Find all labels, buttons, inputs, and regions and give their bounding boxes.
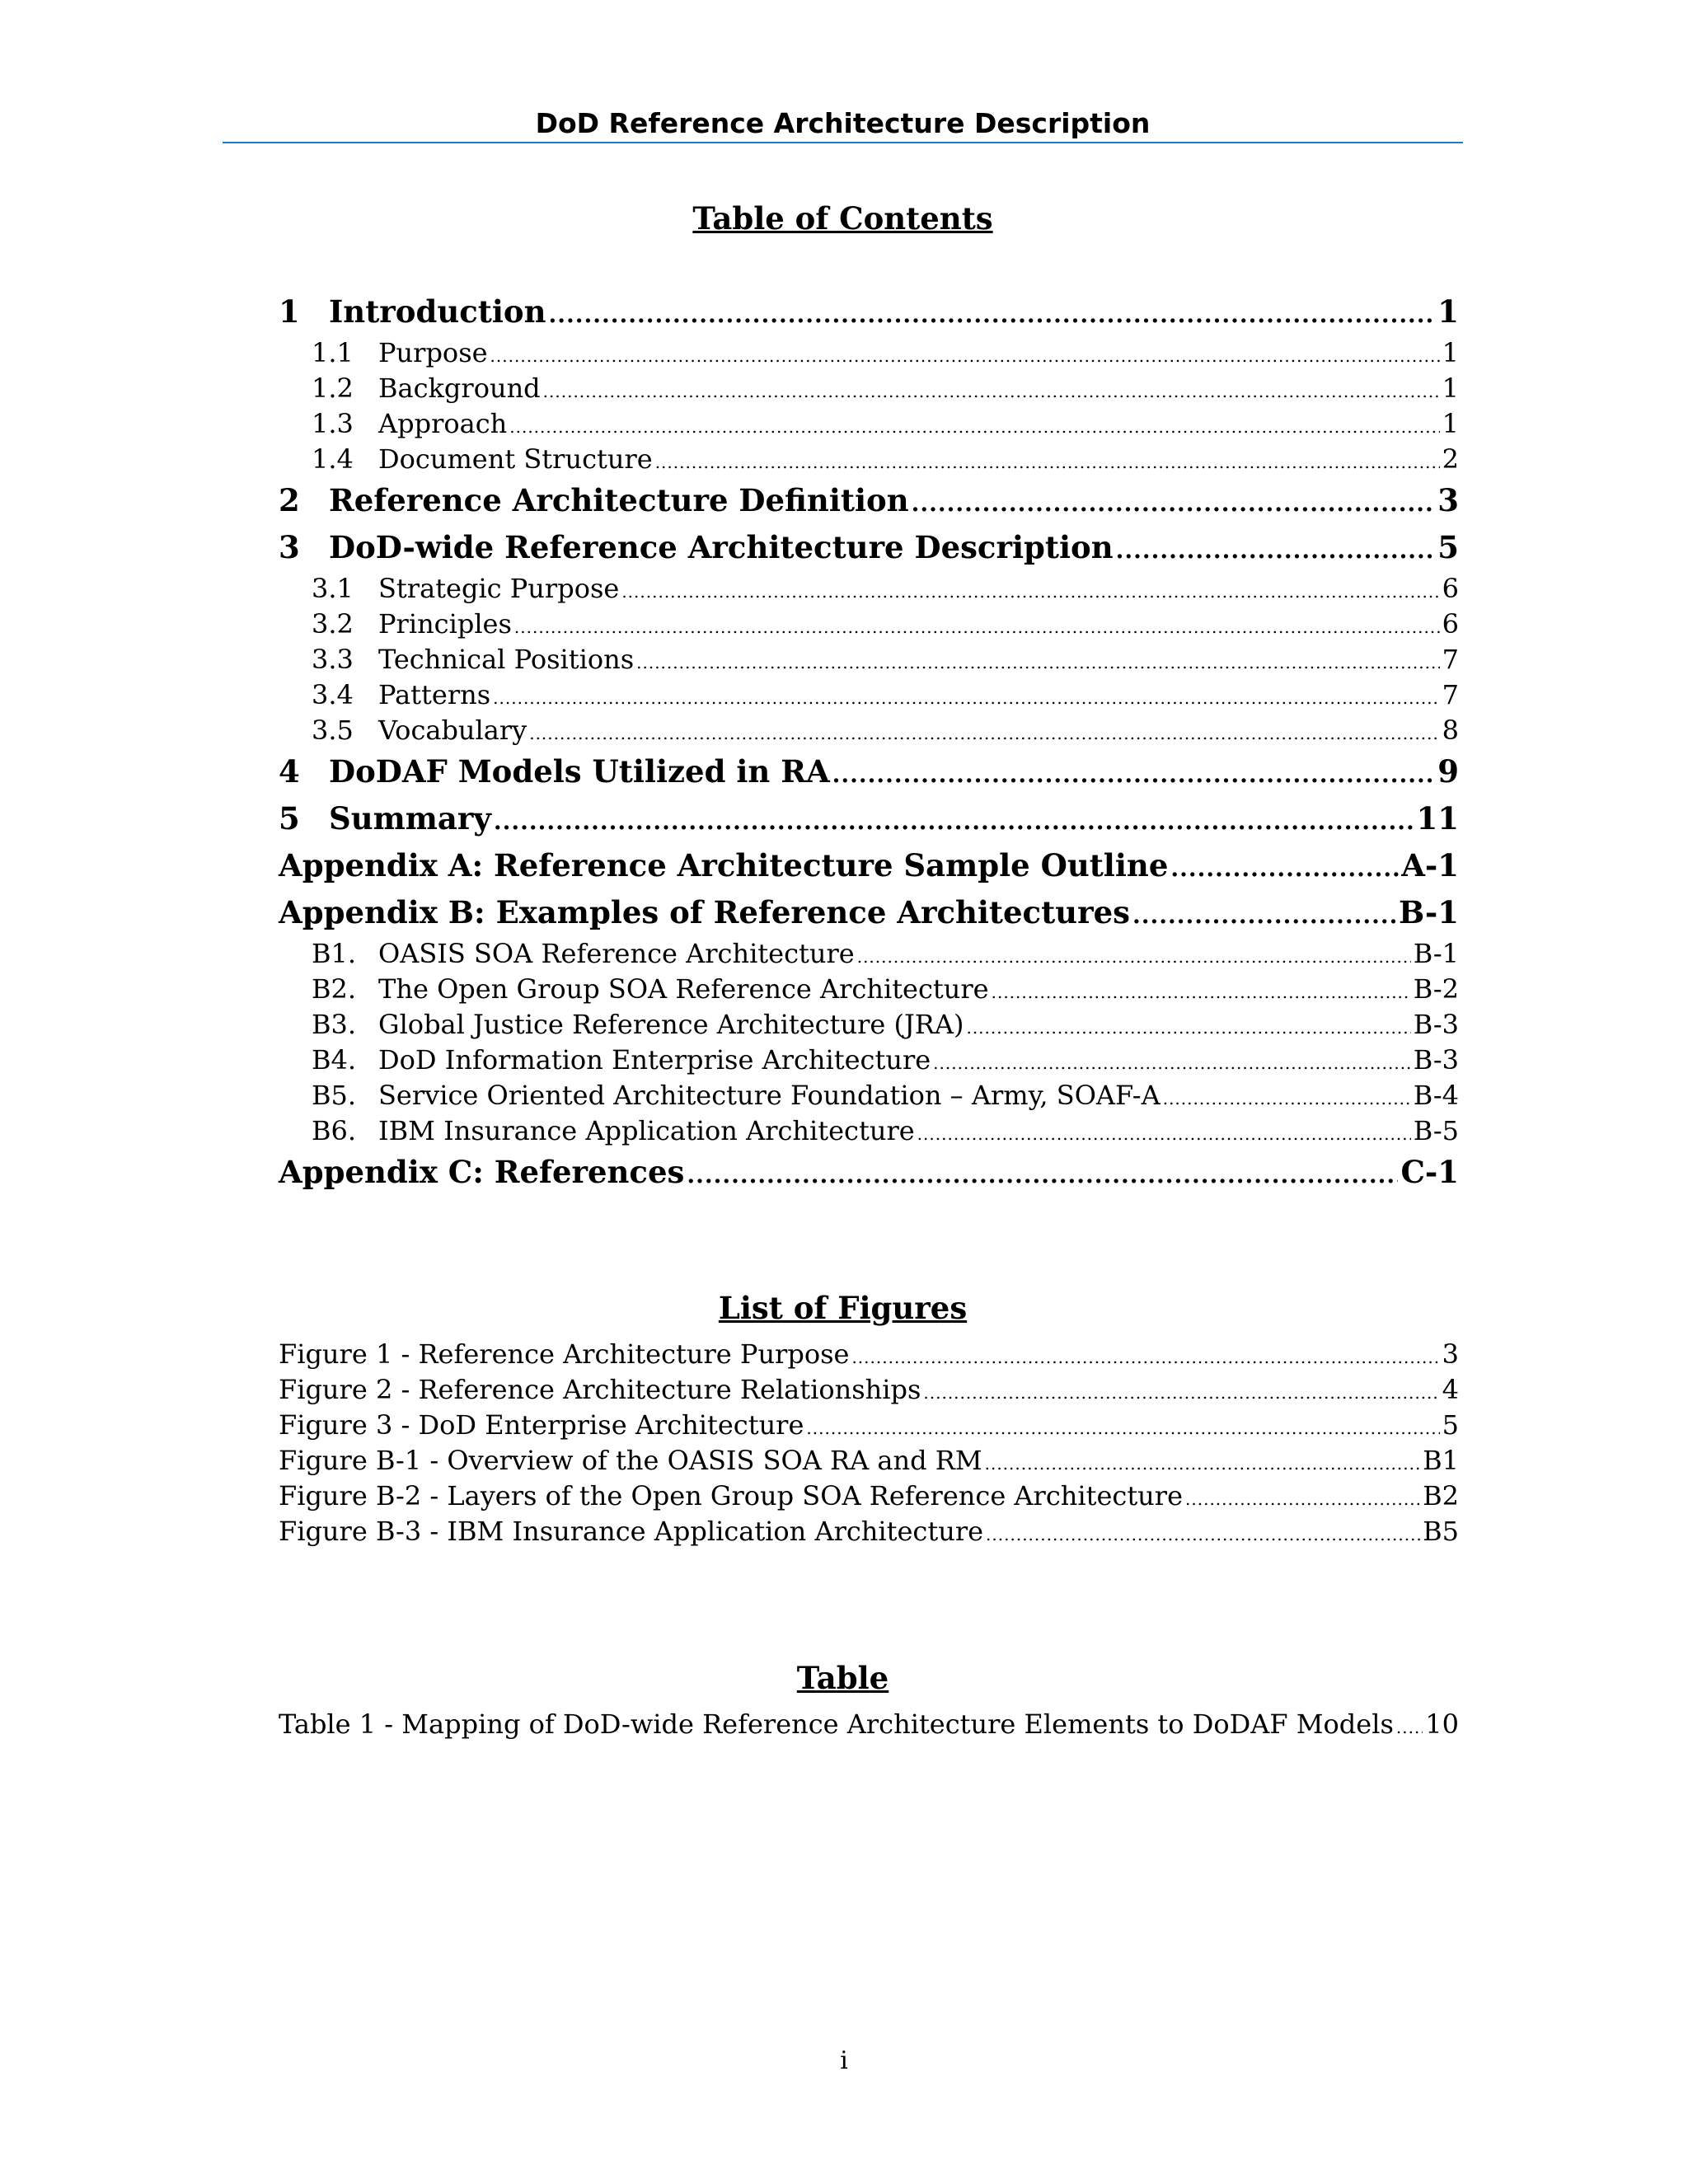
figure-entry[interactable]: [279, 1479, 1459, 1514]
toc-entry-page: 7: [1442, 679, 1459, 710]
toc-entry-number: 3.5: [312, 715, 354, 746]
toc-entry-page: B-1: [1398, 894, 1459, 930]
list-of-figures-heading: List of Figures: [718, 1290, 968, 1326]
running-header-title: DoD Reference Architecture Description: [535, 107, 1151, 139]
toc-entry-page: B-5: [1413, 1115, 1459, 1146]
toc-entry-page: B-3: [1413, 1009, 1459, 1040]
toc-entry-label: DoD-wide Reference Architecture Description: [329, 529, 1114, 565]
toc-entry[interactable]: [279, 1043, 1459, 1078]
table-of-contents: [279, 288, 1459, 1196]
figure-entry-label: Figure 3 - DoD Enterprise Architecture: [279, 1409, 804, 1441]
figure-entry-page: B1: [1423, 1445, 1459, 1476]
toc-entry-label: Reference Architecture Definition: [329, 482, 909, 518]
list-of-figures: [279, 1337, 1459, 1549]
toc-entry-page: C-1: [1400, 1154, 1459, 1190]
figure-entry[interactable]: [279, 1514, 1459, 1549]
dot-leader: [494, 798, 1414, 845]
toc-entry-page: 1: [1442, 373, 1459, 404]
dot-leader: [655, 445, 1440, 480]
figure-entry-label: Figure B-3 - IBM Insurance Application Architecture: [279, 1516, 984, 1547]
toc-entry-page: 5: [1437, 529, 1459, 565]
toc-entry[interactable]: [279, 371, 1459, 406]
toc-entry[interactable]: [279, 524, 1459, 571]
toc-entry-label: DoD Information Enterprise Architecture: [378, 1044, 931, 1076]
dot-leader: [912, 480, 1436, 527]
dot-leader: [509, 410, 1439, 445]
toc-entry-label: Vocabulary: [378, 715, 528, 746]
toc-entry-number: B2.: [312, 973, 357, 1005]
toc-entry-number: 4: [279, 753, 300, 790]
figure-entry-page: B5: [1423, 1516, 1459, 1547]
list-of-tables: [279, 1707, 1459, 1742]
toc-entry-label: OASIS SOA Reference Architecture: [378, 938, 855, 969]
dot-leader: [1170, 845, 1399, 892]
toc-entry-page: B-3: [1413, 1044, 1459, 1076]
dot-leader: [490, 339, 1440, 374]
toc-entry-number: 3: [279, 529, 300, 565]
dot-leader: [549, 291, 1436, 338]
toc-entry-page: 7: [1442, 644, 1459, 675]
toc-entry-number: 1: [279, 293, 300, 330]
toc-entry[interactable]: [279, 1007, 1459, 1043]
toc-entry[interactable]: [279, 442, 1459, 477]
toc-entry-number: B4.: [312, 1044, 357, 1076]
dot-leader: [621, 574, 1439, 610]
table-entry-page: 10: [1425, 1708, 1459, 1740]
toc-entry[interactable]: [279, 1078, 1459, 1113]
toc-entry-page: 1: [1442, 408, 1459, 439]
toc-entry[interactable]: [279, 571, 1459, 607]
toc-entry-label: Service Oriented Architecture Foundation – Army, SOAF-A: [378, 1080, 1160, 1111]
dot-leader: [992, 975, 1411, 1010]
toc-entry-label: Strategic Purpose: [378, 573, 620, 604]
figure-entry[interactable]: [279, 1408, 1459, 1443]
toc-entry[interactable]: [279, 842, 1459, 889]
figure-entry[interactable]: [279, 1443, 1459, 1479]
dot-leader: [543, 374, 1440, 410]
toc-entry-page: B-1: [1413, 938, 1459, 969]
toc-entry-page: 1: [1437, 293, 1459, 330]
figure-entry-page: 4: [1442, 1374, 1459, 1405]
toc-entry[interactable]: [279, 889, 1459, 936]
toc-entry-number: 3.4: [312, 679, 354, 710]
toc-entry-number: 3.3: [312, 644, 354, 675]
dot-leader: [493, 681, 1439, 716]
toc-entry-label: Global Justice Reference Architecture (JRA): [378, 1009, 964, 1040]
toc-entry-page: B-4: [1413, 1080, 1459, 1111]
dot-leader: [1163, 1081, 1411, 1117]
dot-leader: [529, 716, 1439, 752]
toc-entry-page: 1: [1442, 337, 1459, 368]
dot-leader: [923, 1376, 1439, 1411]
toc-entry[interactable]: [279, 748, 1459, 795]
toc-entry-page: 6: [1442, 573, 1459, 604]
table-entry[interactable]: [279, 1707, 1459, 1742]
toc-heading: Table of Contents: [692, 200, 993, 237]
toc-entry-page: 3: [1437, 482, 1459, 518]
dot-leader: [1116, 527, 1436, 574]
toc-entry[interactable]: [279, 607, 1459, 642]
toc-entry[interactable]: [279, 406, 1459, 442]
dot-leader: [985, 1446, 1421, 1482]
figure-entry-page: B2: [1423, 1480, 1459, 1511]
toc-entry-label: Summary: [329, 800, 491, 837]
toc-entry-number: 1.3: [312, 408, 354, 439]
toc-entry-number: 1.2: [312, 373, 354, 404]
page-number: i: [840, 2046, 848, 2075]
dot-leader: [514, 610, 1440, 645]
toc-entry-number: B3.: [312, 1009, 357, 1040]
toc-entry[interactable]: [279, 972, 1459, 1007]
header-divider: [223, 142, 1463, 143]
toc-entry-label: Document Structure: [378, 443, 653, 475]
toc-entry-label: Principles: [378, 608, 512, 640]
dot-leader: [857, 940, 1411, 975]
dot-leader: [832, 751, 1436, 798]
dot-leader: [917, 1117, 1411, 1152]
toc-entry-label: Approach: [378, 408, 508, 439]
figure-entry[interactable]: [279, 1372, 1459, 1408]
dot-leader: [806, 1411, 1439, 1446]
toc-entry-number: 1.1: [312, 337, 354, 368]
toc-entry-label: Technical Positions: [378, 644, 635, 675]
figure-entry-page: 3: [1442, 1338, 1459, 1370]
toc-entry-page: 9: [1437, 753, 1459, 790]
toc-entry[interactable]: [279, 936, 1459, 972]
dot-leader: [986, 1517, 1420, 1553]
toc-entry[interactable]: [279, 288, 1459, 335]
toc-entry-number: 5: [279, 800, 300, 837]
toc-entry-number: B1.: [312, 938, 357, 969]
toc-entry-number: 3.1: [312, 573, 354, 604]
figure-entry-page: 5: [1442, 1409, 1459, 1441]
table-entry-label: Table 1 - Mapping of DoD-wide Reference Architecture Elements to DoDAF Models: [279, 1708, 1394, 1740]
toc-entry-label: Purpose: [378, 337, 488, 368]
toc-entry-page: B-2: [1413, 973, 1459, 1005]
dot-leader: [1132, 892, 1396, 939]
toc-entry-page: 8: [1442, 715, 1459, 746]
figure-entry-label: Figure 1 - Reference Architecture Purpose: [279, 1338, 850, 1370]
dot-leader: [687, 1151, 1398, 1198]
toc-entry[interactable]: [279, 713, 1459, 748]
toc-entry-label: Patterns: [378, 679, 491, 710]
toc-entry[interactable]: [279, 642, 1459, 677]
toc-entry-page: 2: [1442, 443, 1459, 475]
dot-leader: [966, 1010, 1410, 1046]
toc-entry-page: 6: [1442, 608, 1459, 640]
toc-entry-page: A-1: [1401, 847, 1459, 883]
toc-entry-label: Introduction: [329, 293, 546, 330]
toc-entry-label: Appendix B: Examples of Reference Architectures: [279, 894, 1130, 930]
figure-entry[interactable]: [279, 1337, 1459, 1372]
list-of-tables-heading: Table: [796, 1660, 889, 1696]
toc-entry[interactable]: [279, 795, 1459, 842]
toc-entry-label: IBM Insurance Application Architecture: [378, 1115, 915, 1146]
toc-entry-number: 3.2: [312, 608, 354, 640]
toc-entry-label: The Open Group SOA Reference Architecture: [378, 973, 989, 1005]
toc-entry-number: 2: [279, 482, 300, 518]
dot-leader: [933, 1046, 1411, 1081]
dot-leader: [636, 645, 1440, 681]
toc-entry-label: Appendix A: Reference Architecture Sample Outline: [279, 847, 1169, 883]
toc-entry[interactable]: [279, 335, 1459, 371]
dot-leader: [1396, 1710, 1423, 1746]
toc-entry-page: 11: [1416, 800, 1459, 837]
figure-entry-label: Figure B-1 - Overview of the OASIS SOA RA and RM: [279, 1445, 982, 1476]
toc-entry-number: B5.: [312, 1080, 357, 1111]
dot-leader: [1185, 1482, 1420, 1517]
toc-entry-label: Background: [378, 373, 541, 404]
toc-entry[interactable]: [279, 1113, 1459, 1149]
figure-entry-label: Figure B-2 - Layers of the Open Group SOA Reference Architecture: [279, 1480, 1184, 1511]
toc-entry-label: DoDAF Models Utilized in RA: [329, 753, 830, 790]
toc-entry[interactable]: [279, 677, 1459, 713]
dot-leader: [851, 1340, 1439, 1376]
toc-entry-number: B6.: [312, 1115, 357, 1146]
toc-entry[interactable]: [279, 1149, 1459, 1196]
figure-entry-label: Figure 2 - Reference Architecture Relationships: [279, 1374, 921, 1405]
toc-entry-label: Appendix C: References: [279, 1154, 685, 1190]
toc-entry-number: 1.4: [312, 443, 354, 475]
toc-entry[interactable]: [279, 477, 1459, 524]
